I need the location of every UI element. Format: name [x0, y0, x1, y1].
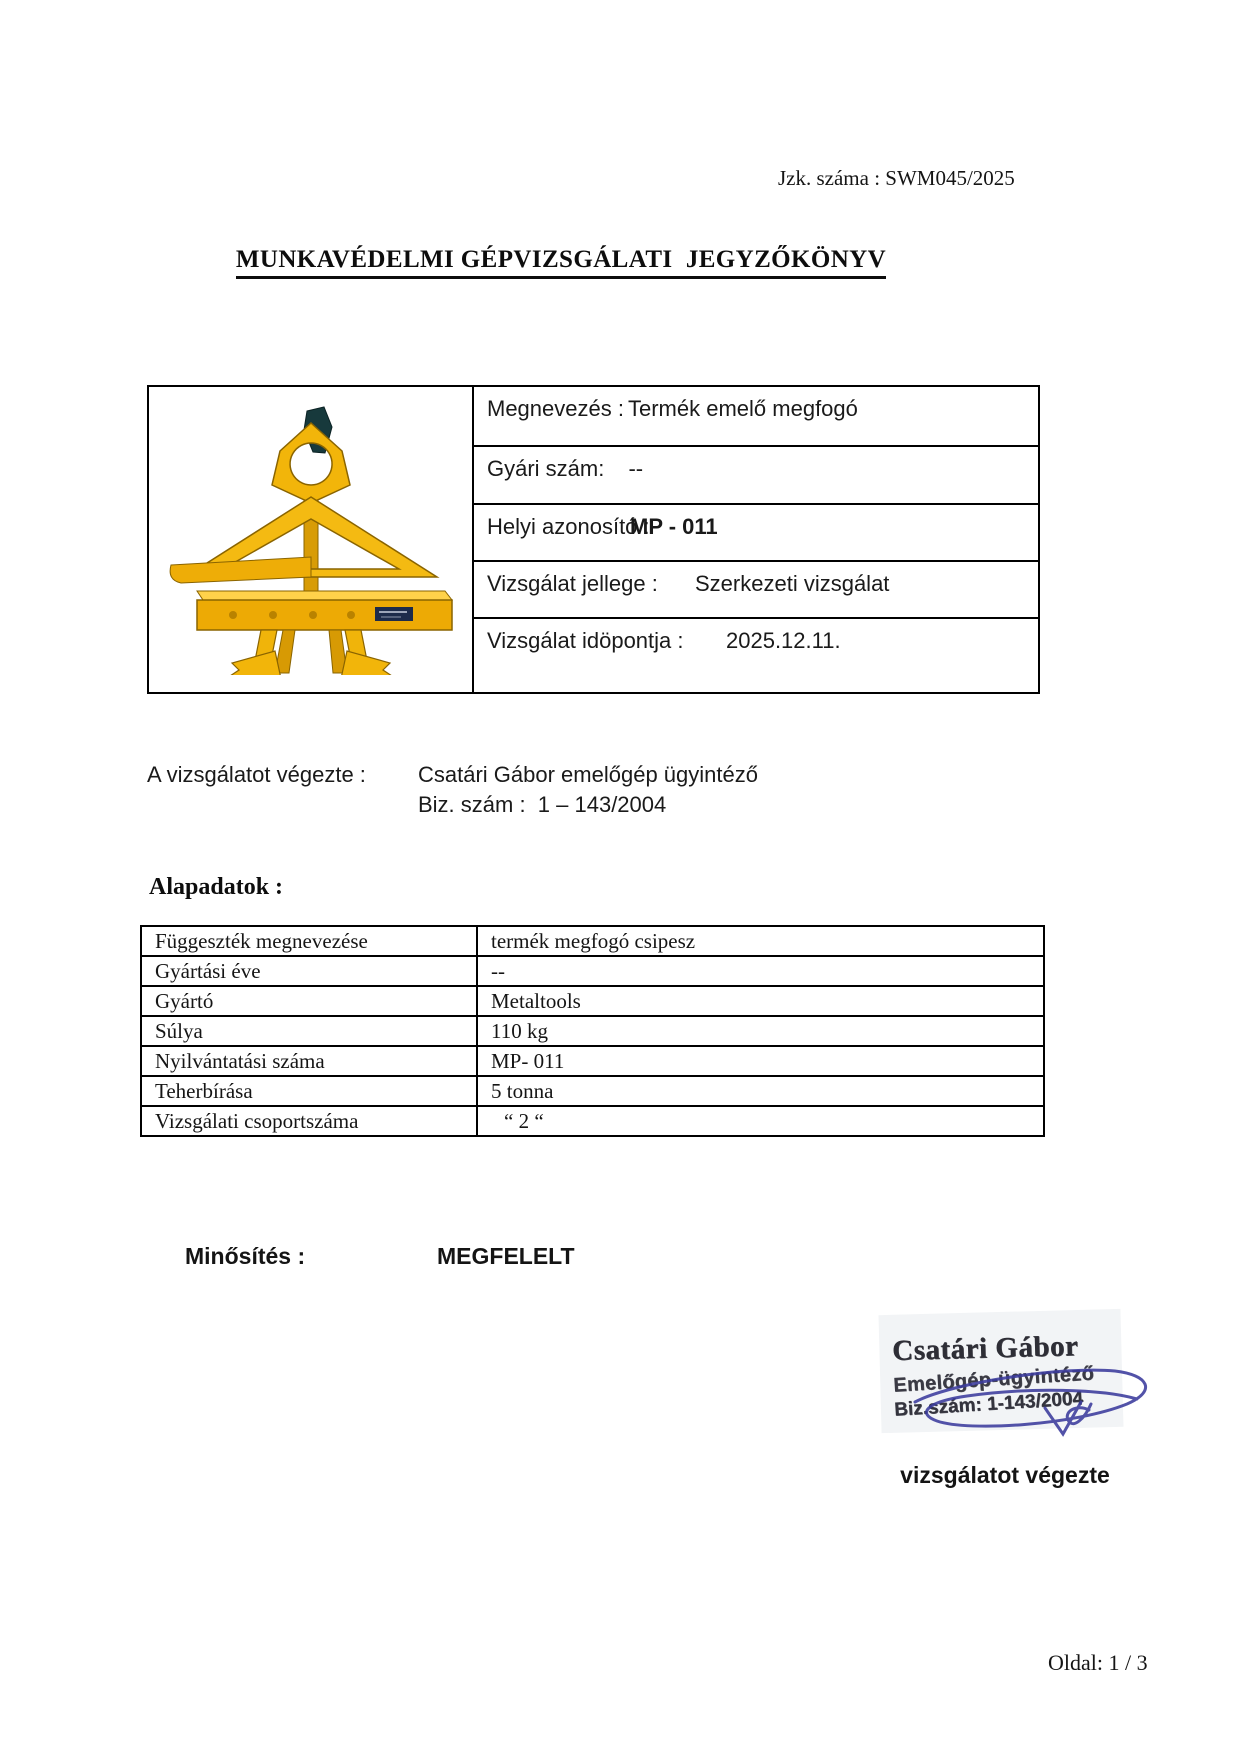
field-value: --: [628, 456, 644, 481]
nameplate: [375, 607, 413, 621]
field-value: Szerkezeti vizsgálat: [695, 571, 890, 596]
row-label: Teherbírása: [141, 1076, 477, 1106]
table-row: [141, 1016, 1044, 1046]
field-label: Gyári szám:: [487, 456, 605, 481]
stamp-role: Emelőgép-ügyintéző: [892, 1362, 1095, 1397]
row-helyi-azonosito: [474, 505, 1038, 562]
qualification-label: Minősítés :: [185, 1243, 306, 1269]
table-row: [141, 1046, 1044, 1076]
signature-ink: [905, 1358, 1167, 1440]
row-label: Gyártó: [141, 986, 477, 1016]
field-label: Helyi azonosító :: [487, 514, 650, 539]
field-label: Vizsgálat idöpontja :: [487, 628, 684, 653]
stamp-name: Csatári Gábor: [891, 1330, 1079, 1367]
table-row: [141, 956, 1044, 986]
field-value: MP - 011: [630, 514, 718, 539]
page-number: Oldal: 1 / 3: [1048, 1650, 1148, 1675]
table-row: [141, 986, 1044, 1016]
examiner-details: [418, 760, 758, 820]
row-label: Gyártási éve: [141, 956, 477, 986]
document-title: MUNKAVÉDELMI GÉPVIZSGÁLATI JEGYZŐKÖNYV: [236, 246, 886, 279]
row-value: termék megfogó csipesz: [477, 926, 1044, 956]
field-label: Vizsgálat jellege :: [487, 571, 658, 596]
table-row: [141, 926, 1044, 956]
examiner-block: [147, 760, 758, 820]
row-label: Függeszték megnevezése: [141, 926, 477, 956]
examiner-cert: Biz. szám : 1 – 143/2004: [418, 792, 667, 817]
row-label: Súlya: [141, 1016, 477, 1046]
table-row: [141, 1076, 1044, 1106]
report-number: Jzk. száma : SWM045/2025: [778, 166, 1015, 190]
field-value: Termék emelő megfogó: [628, 396, 858, 421]
row-value: “ 2 “: [477, 1106, 1044, 1136]
examiner-name: Csatári Gábor emelőgép ügyintéző: [418, 762, 758, 787]
row-value: Metaltools: [477, 986, 1044, 1016]
signature-caption: vizsgálatot végezte: [900, 1462, 1110, 1488]
field-label: Megnevezés :: [487, 396, 624, 421]
lifting-clamp-photo: [161, 405, 461, 675]
qualification-block: [185, 1243, 575, 1270]
row-value: 5 tonna: [477, 1076, 1044, 1106]
table-row: [141, 1106, 1044, 1136]
row-gyari-szam: [474, 447, 1038, 505]
stamp-cert: Biz.szám: 1-143/2004: [893, 1388, 1084, 1421]
base-data-table: [140, 925, 1045, 1137]
row-label: Nyilvántatási száma: [141, 1046, 477, 1076]
machine-photo-cell: [149, 387, 474, 692]
row-megnevezes: [474, 387, 1038, 447]
row-value: MP- 011: [477, 1046, 1044, 1076]
title-block: [170, 246, 952, 279]
row-value: --: [477, 956, 1044, 986]
row-label: Vizsgálati csoportszáma: [141, 1106, 477, 1136]
qualification-value: MEGFELELT: [437, 1243, 575, 1269]
base-data-heading: Alapadatok :: [149, 874, 284, 900]
field-value: 2025.12.11.: [726, 628, 841, 653]
machine-info-table: [147, 385, 1040, 694]
machine-info-rows: [474, 387, 1038, 692]
row-vizsgalat-idopontja: [474, 619, 1038, 692]
examiner-label: A vizsgálatot végezte :: [147, 762, 366, 787]
row-vizsgalat-jellege: [474, 562, 1038, 619]
row-value: 110 kg: [477, 1016, 1044, 1046]
